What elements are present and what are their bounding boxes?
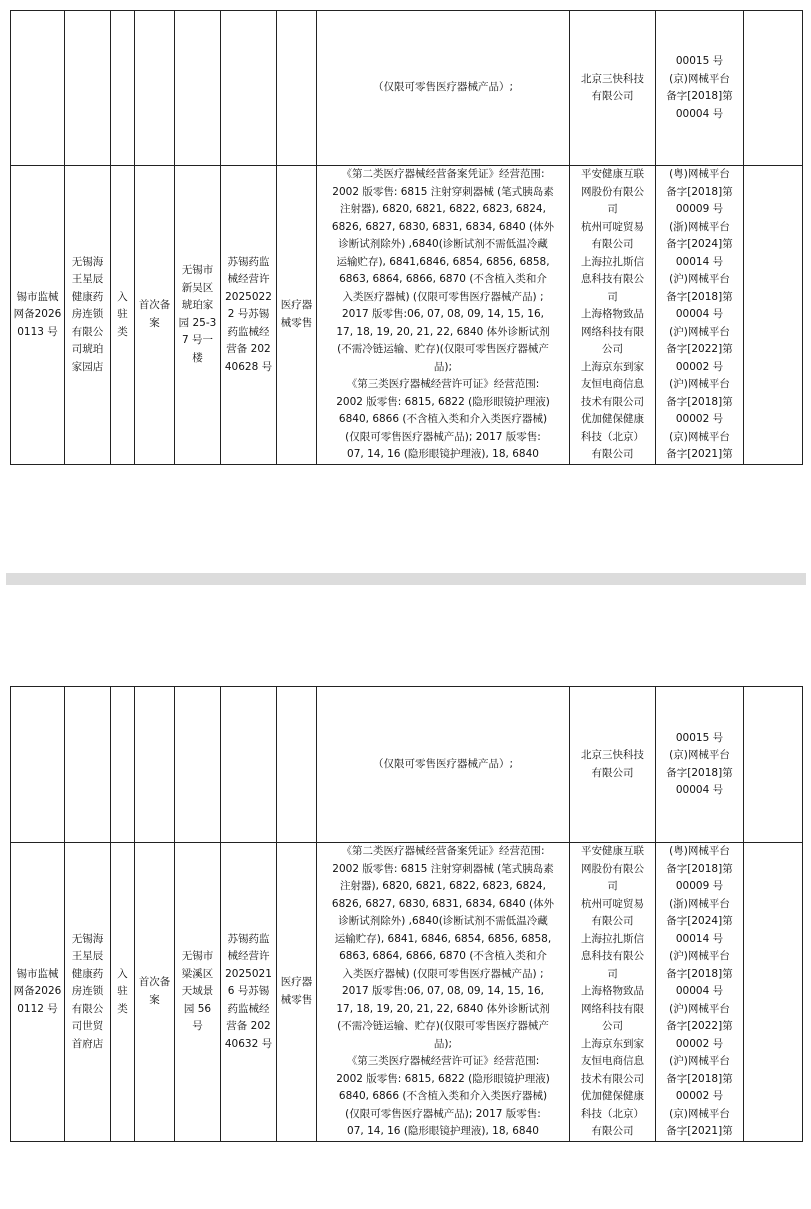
platform-line: 技术有限公司 — [581, 1072, 644, 1085]
scope-line: 诊断试剂除外) ,6840(诊断试剂不需低温冷藏 — [338, 238, 548, 250]
platform-line: 北京三快科技 — [581, 749, 644, 761]
scope-line: 2017 版零售:06, 07, 08, 09, 14, 15, 16, — [341, 308, 544, 320]
address-cell: 无锡市梁溪区天域景园 56 号 — [175, 843, 221, 1142]
platform-line: 有限公司 — [591, 90, 634, 102]
license-cell: 苏锡药监械经营许 20250222 号苏锡药监械经营备 20240628 号 — [221, 166, 277, 465]
type-cell: 入驻类 — [111, 166, 135, 465]
record-line: 备字[2024]第 — [666, 915, 733, 927]
platform-line: 上海京东到家 — [581, 360, 644, 373]
record-line: (沪)网械平台 — [669, 325, 730, 338]
record-line: 00004 号 — [675, 107, 724, 120]
platform-line: 上海格物致品 — [581, 985, 644, 997]
scope-line: 《第二类医疗器械经营备案凭证》经营范围: — [341, 168, 545, 180]
table-block-1 — [10, 10, 802, 465]
scope-line: 2002 版零售: 6815, 6822 (隐形眼镜护理液) — [336, 395, 550, 408]
company-cell — [65, 687, 111, 843]
company-cell: 无锡海王星辰健康药房连锁有限公司琥珀家园店 — [65, 166, 111, 465]
record-cell — [656, 687, 744, 843]
record-line: 备字[2022]第 — [666, 1020, 733, 1032]
platform-line: 司 — [607, 290, 618, 303]
reg-no-cell — [11, 11, 65, 166]
address-cell: 无锡市新吴区琥珀家园 25-37 号一楼 — [175, 166, 221, 465]
scope-line: (仅限可零售医疗器械产品); 2017 版零售: — [345, 1107, 541, 1120]
platform-line: 息科技有限公 — [581, 950, 644, 962]
record-line: (沪)网械平台 — [669, 1002, 730, 1015]
record-cell — [656, 11, 744, 166]
platform-line: 优加健保健康 — [581, 413, 644, 425]
company-cell: 无锡海王星辰健康药房连锁有限公司世贸首府店 — [65, 843, 111, 1142]
scope-line: 17, 18, 19, 20, 21, 22, 6840 体外诊断试剂 — [336, 325, 550, 338]
scope-line: 品); — [433, 360, 453, 373]
company-cell — [65, 11, 111, 166]
scope-line: 6840, 6866 (不含植入类和介入类医疗器械) — [338, 1090, 548, 1102]
platform-line: 杭州可啶贸易 — [581, 220, 644, 233]
record-cell — [656, 843, 744, 1142]
platform-line: 上海格物致品 — [581, 308, 644, 320]
record-line: (浙)网械平台 — [669, 897, 730, 910]
type-cell — [111, 11, 135, 166]
record-line: (沪)网械平台 — [669, 273, 730, 285]
record-line: (京)网械平台 — [669, 430, 730, 443]
license-cell — [221, 687, 277, 843]
record-line: 00015 号 — [675, 55, 724, 67]
scope-line: 6840, 6866 (不含植入类和介入类医疗器械) — [338, 413, 548, 425]
record-line: 00002 号 — [675, 413, 724, 425]
address-cell — [175, 11, 221, 166]
record-line: 备字[2018]第 — [666, 766, 733, 779]
scope-line: 6863, 6864, 6866, 6870 (不含植入类和介 — [339, 950, 547, 962]
scope-line: (仅限可零售医疗器械产品); 2017 版零售: — [345, 430, 541, 443]
record-line: (粤)网械平台 — [669, 168, 730, 180]
record-line: 备字[2021]第 — [666, 1125, 733, 1137]
platform-cell — [570, 166, 656, 465]
remark-cell — [744, 11, 803, 166]
platform-cell — [570, 843, 656, 1142]
scope-line: 2002 版零售: 6815, 6822 (隐形眼镜护理液) — [336, 1072, 550, 1085]
table-block-2 — [10, 686, 802, 1142]
record-line: (沪)网械平台 — [669, 1055, 730, 1067]
record-line: 00015 号 — [675, 731, 724, 744]
filing-table — [10, 686, 803, 1142]
platform-line: 司 — [607, 880, 618, 892]
platform-line: 上海拉扎斯信 — [581, 932, 644, 945]
scope-line: 诊断试剂除外) ,6840(诊断试剂不需低温冷藏 — [338, 915, 548, 927]
platform-line: 有限公司 — [591, 448, 634, 460]
scope-line: （仅限可零售医疗器械产品）; — [372, 81, 514, 94]
record-line: (京)网械平台 — [669, 72, 730, 85]
record-line: 备字[2018]第 — [666, 90, 733, 102]
scope-cell — [317, 166, 570, 465]
platform-line: 有限公司 — [591, 766, 634, 779]
record-cell — [656, 166, 744, 465]
remark-cell — [744, 687, 803, 843]
category-cell — [277, 11, 317, 166]
category-cell: 医疗器械零售 — [277, 166, 317, 465]
platform-line: 科技（北京） — [581, 1107, 644, 1120]
record-line: 00004 号 — [675, 784, 724, 796]
type-cell — [111, 687, 135, 843]
platform-line: 司 — [607, 967, 618, 980]
scope-line: 运输贮存), 6841,6846, 6854, 6856, 6858, — [336, 255, 550, 268]
filing-table — [10, 10, 803, 465]
platform-line: 杭州可啶贸易 — [581, 897, 644, 910]
scope-line: 注射器), 6820, 6821, 6822, 6823, 6824, — [340, 880, 546, 892]
platform-line: 有限公司 — [591, 1125, 634, 1137]
record-line: 00002 号 — [675, 1090, 724, 1102]
platform-line: 友恒电商信息 — [581, 378, 644, 390]
record-line: (沪)网械平台 — [669, 378, 730, 390]
scope-cell — [317, 687, 570, 843]
type-cell: 入驻类 — [111, 843, 135, 1142]
record-line: 备字[2018]第 — [666, 967, 733, 980]
platform-line: 科技（北京） — [581, 430, 644, 443]
scope-line: 入类医疗器械) (仅限可零售医疗器械产品) ; — [342, 967, 544, 980]
scope-line: 6826, 6827, 6830, 6831, 6834, 6840 (体外 — [331, 897, 555, 910]
record-line: 00004 号 — [675, 308, 724, 320]
filing-cell: 首次备案 — [135, 843, 175, 1142]
scope-line: 运输贮存), 6841, 6846, 6854, 6856, 6858, — [334, 932, 552, 945]
record-line: 备字[2024]第 — [666, 238, 733, 250]
record-line: 00004 号 — [675, 985, 724, 997]
platform-line: 北京三快科技 — [581, 72, 644, 85]
platform-line: 上海拉扎斯信 — [581, 255, 644, 268]
scope-line: 入类医疗器械) (仅限可零售医疗器械产品) ; — [342, 290, 544, 303]
table-row — [11, 843, 803, 1142]
scope-line: 07, 14, 16 (隐形眼镜护理液), 18, 6840 — [347, 448, 539, 460]
address-cell — [175, 687, 221, 843]
record-line: (京)网械平台 — [669, 1107, 730, 1120]
license-cell — [221, 11, 277, 166]
scope-line: 6826, 6827, 6830, 6831, 6834, 6840 (体外 — [331, 220, 555, 233]
record-line: 00009 号 — [675, 203, 724, 215]
remark-cell — [744, 166, 803, 465]
record-line: 备字[2018]第 — [666, 290, 733, 303]
filing-cell — [135, 687, 175, 843]
platform-line: 友恒电商信息 — [581, 1055, 644, 1067]
record-line: 00002 号 — [675, 1037, 724, 1050]
platform-cell — [570, 11, 656, 166]
platform-line: 上海京东到家 — [581, 1037, 644, 1050]
record-line: 备字[2018]第 — [666, 395, 733, 408]
record-line: 00014 号 — [675, 932, 724, 945]
platform-line: 网股份有限公 — [581, 862, 644, 875]
platform-line: 网络科技有限 — [581, 1002, 644, 1015]
record-line: 00014 号 — [675, 255, 724, 268]
reg-no-cell: 锡市监械网备20260113 号 — [11, 166, 65, 465]
filing-cell — [135, 11, 175, 166]
scope-line: 2002 版零售: 6815 注射穿刺器械 (笔式胰岛素 — [332, 185, 554, 198]
category-cell: 医疗器械零售 — [277, 843, 317, 1142]
platform-line: 公司 — [602, 343, 623, 355]
scope-line: 《第三类医疗器械经营许可证》经营范围: — [346, 1055, 540, 1067]
platform-line: 有限公司 — [591, 915, 634, 927]
scope-line: 07, 14, 16 (隐形眼镜护理液), 18, 6840 — [347, 1125, 539, 1137]
scope-line: (不需冷链运输、贮存)(仅限可零售医疗器械产 — [337, 1020, 549, 1032]
scope-line: （仅限可零售医疗器械产品）; — [372, 757, 514, 770]
page-divider — [6, 573, 806, 585]
table-row-continued — [11, 11, 803, 166]
platform-line: 司 — [607, 203, 618, 215]
remark-cell — [744, 843, 803, 1142]
reg-no-cell: 锡市监械网备20260112 号 — [11, 843, 65, 1142]
record-line: (浙)网械平台 — [669, 220, 730, 233]
record-line: 00002 号 — [675, 360, 724, 373]
record-line: 备字[2021]第 — [666, 448, 733, 460]
platform-line: 息科技有限公 — [581, 273, 644, 285]
scope-line: (不需冷链运输、贮存)(仅限可零售医疗器械产 — [337, 343, 549, 355]
scope-line: 17, 18, 19, 20, 21, 22, 6840 体外诊断试剂 — [336, 1002, 550, 1015]
record-line: (京)网械平台 — [669, 749, 730, 761]
scope-line: 注射器), 6820, 6821, 6822, 6823, 6824, — [340, 203, 546, 215]
platform-line: 技术有限公司 — [581, 395, 644, 408]
scope-line: 《第三类医疗器械经营许可证》经营范围: — [346, 378, 540, 390]
reg-no-cell — [11, 687, 65, 843]
platform-line: 有限公司 — [591, 238, 634, 250]
platform-line: 平安健康互联 — [581, 168, 644, 180]
record-line: (沪)网械平台 — [669, 950, 730, 962]
record-line: 备字[2018]第 — [666, 1072, 733, 1085]
record-line: 备字[2018]第 — [666, 185, 733, 198]
record-line: (粤)网械平台 — [669, 845, 730, 857]
license-cell: 苏锡药监械经营许 20250216 号苏锡药监械经营备 20240632 号 — [221, 843, 277, 1142]
platform-line: 优加健保健康 — [581, 1090, 644, 1102]
record-line: 备字[2018]第 — [666, 862, 733, 875]
platform-line: 公司 — [602, 1020, 623, 1032]
category-cell — [277, 687, 317, 843]
filing-cell: 首次备案 — [135, 166, 175, 465]
scope-line: 《第二类医疗器械经营备案凭证》经营范围: — [341, 845, 545, 857]
scope-line: 2002 版零售: 6815 注射穿刺器械 (笔式胰岛素 — [332, 862, 554, 875]
table-row-continued — [11, 687, 803, 843]
scope-line: 6863, 6864, 6866, 6870 (不含植入类和介 — [339, 273, 547, 285]
table-row — [11, 166, 803, 465]
platform-line: 网股份有限公 — [581, 185, 644, 198]
record-line: 备字[2022]第 — [666, 343, 733, 355]
scope-line: 2017 版零售:06, 07, 08, 09, 14, 15, 16, — [341, 985, 544, 997]
platform-line: 平安健康互联 — [581, 845, 644, 857]
platform-line: 网络科技有限 — [581, 325, 644, 338]
scope-cell — [317, 843, 570, 1142]
record-line: 00009 号 — [675, 880, 724, 892]
scope-cell — [317, 11, 570, 166]
platform-cell — [570, 687, 656, 843]
scope-line: 品); — [433, 1037, 453, 1050]
